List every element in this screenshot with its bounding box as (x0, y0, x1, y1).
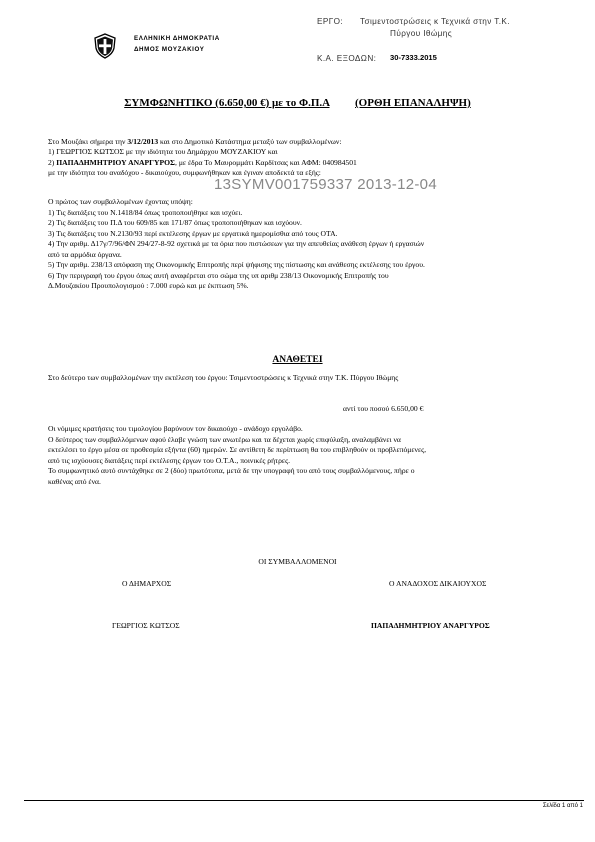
term-line: Οι νόμιμες κρατήσεις του τιμολογίου βαρύνουν τον δικαιούχο - ανάδοχο εργολάβο. (48, 424, 303, 433)
provision-line: 4) Την αριθμ. Δ17γ/7/96/ΦΝ 294/27-8-92 σχετικά με τα όρια που πιστώσεων για την απευθείας ανάθεση έργων ή εργασιών (48, 239, 425, 248)
provision-line: 1) Τις διατάξεις του Ν.1418/84 όπως τροποποιήθηκε και ισχύει. (48, 207, 243, 217)
ka-label: Κ.Α. ΕΞΟΔΩΝ: (317, 54, 377, 63)
term-line: από τις ισχύουσες διατάξεις περί εκτέλεσης έργων του Ο.Τ.Α., ποινικές ρήτρες. (48, 455, 290, 465)
provision-line: 5) Την αριθμ. 238/13 απόφαση της Οικονομικής Επιτροπής περί ψήφισης της πίστωσης και ανάθεσης εκτέλεσης του έργου. (48, 260, 425, 269)
terms-block (48, 424, 426, 487)
mayor-name: ΓΕΩΡΓΙΟΣ ΚΩΤΣΟΣ (112, 621, 180, 630)
title-main: ΣΥΜΦΩΝΗΤΙΚΟ (6.650,00 €) με το Φ.Π.Α (124, 97, 330, 109)
provision-line: Ο πρώτος των συμβαλλομένων έχοντας υπόψη: (48, 197, 193, 206)
contractor-role: Ο ΑΝΑΔΟΧΟΣ ΔΙΚΑΙΟΥΧΟΣ (389, 579, 487, 588)
contractor-name: ΠΑΠΑΔΗΜΗΤΡΙΟΥ ΑΝΑΡΓΥΡΟΣ (371, 621, 490, 630)
term-line: καθένας από ένα. (48, 476, 101, 486)
provision-line: 6) Την περιγραφή του έργου όπως αυτή αναφέρεται στο σώμα της υπ αριθμ 238/13 Οικονομικής Επιτροπής του (48, 270, 389, 280)
ergo-line-2: Πύργου Ιθώμης (390, 29, 453, 38)
provision-line: Δ.Μουζακίου Προυπολογισμού : 7.000 ευρώ και με έκπτωση 5%. (48, 281, 249, 290)
ergo-label: ΕΡΓΟ: (317, 17, 344, 26)
signatures-heading: ΟΙ ΣΥΜΒΑΛΛΟΜΕΝΟΙ (258, 557, 337, 566)
term-line: εκτελέσει το έργο μέσα σε προθεσμία εξήντα (60) ημερών. Σε αντίθετη δε περίπτωση θα του επιβληθούν οι προβλεπόμενες, (48, 445, 427, 454)
org-line-2: ΔΗΜΟΣ ΜΟΥΖΑΚΙΟΥ (134, 46, 205, 53)
document-title (0, 97, 595, 109)
footer-divider (24, 800, 584, 801)
ka-value: 30-7333.2015 (390, 53, 437, 62)
intro-line-4: με την ιδιότητα του αναδόχου - δικαιούχου, συμφωνήθηκαν και έγιναν αποδεκτά τα εξής: (48, 168, 321, 177)
provision-line: 3) Τις διατάξεις του Ν.2130/93 περί εκτέλεσης έργων με εργατικά ημερομίσθια από τους ΟΤΑ. (48, 228, 338, 238)
intro-line-2: 1) ΓΕΩΡΓΙΟΣ ΚΩΤΣΟΣ με την ιδιότητα του Δημάρχου ΜΟΥΖΑΚΙΟΥ και (48, 147, 278, 156)
assigns-heading: ΑΝΑΘΕΤΕΙ (272, 355, 323, 365)
term-line: Ο δεύτερος των συμβαλλόμενων αφού έλαβε γνώση των ανωτέρω και τα δέχεται χωρίς επιφύλαξη, αναλαμβάνει να (48, 434, 401, 444)
org-line-1: ΕΛΛΗΝΙΚΗ ΔΗΜΟΚΡΑΤΙΑ (134, 35, 220, 42)
ada-watermark: 13SYMV001759337 2013-12-04 (214, 176, 437, 193)
mayor-role: Ο ΔΗΜΑΡΧΟΣ (122, 579, 172, 588)
coat-of-arms-icon (92, 33, 118, 59)
intro-line-3: 2) ΠΑΠΑΔΗΜΗΤΡΙΟΥ ΑΝΑΡΓΥΡΟΣ, με έδρα Το Μαυρομμάτι Καρδίτσας και ΑΦΜ: 040984501 (48, 158, 357, 167)
title-suffix: (ΟΡΘΗ ΕΠΑΝΑΛΗΨΗ) (355, 97, 471, 109)
intro-line-1: Στο Μουζάκι σήμερα την 3/12/2013 και στο Δημοτικό Κατάστημα μεταξύ των συμβαλλομένων: (48, 137, 342, 146)
provision-line: 2) Τις διατάξεις του Π.Δ του 609/85 και 171/87 όπως τροποποιήθηκαν και ισχύουν. (48, 218, 302, 227)
assigns-amount: αντί του ποσού 6.650,00 € (343, 404, 424, 413)
provisions-list (48, 197, 425, 292)
ergo-line-1: Τσιμεντοστρώσεις κ Τεχνικά στην Τ.Κ. (360, 17, 510, 26)
page-number: Σελίδα 1 από 1 (542, 803, 583, 809)
assigns-line: Στο δεύτερο των συμβαλλομένων την εκτέλεση του έργου: Τσιμεντοστρώσεις κ Τεχνικά στην Τ.Κ. Πύργου Ιθώμης (48, 373, 399, 382)
provision-line: από τα αρμόδια όργανα. (48, 249, 122, 259)
term-line: Το συμφωνητικό αυτό συντάχθηκε σε 2 (δύο) πρωτότυπα, μετά δε την υπογραφή του από τους συμβαλλόμενους, πήρε ο (48, 466, 415, 475)
